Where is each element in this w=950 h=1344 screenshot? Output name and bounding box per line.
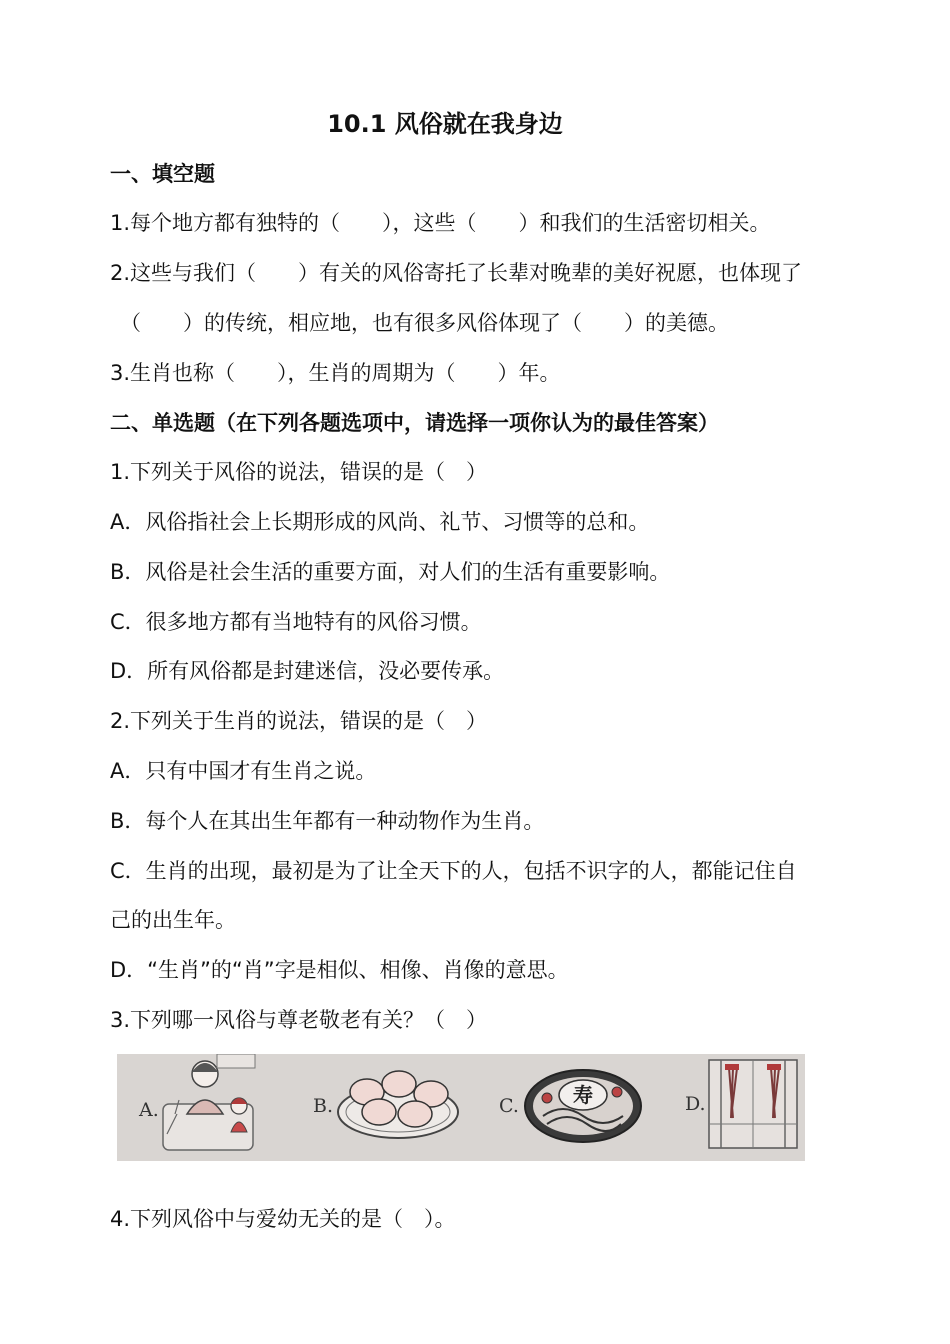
fill-question-1: 1.每个地方都有独特的（ ），这些（ ）和我们的生活密切相关。 <box>110 211 771 235</box>
choice-question-4-stem: 4.下列风俗中与爱幼无关的是（ ）。 <box>110 1207 456 1231</box>
option-b-illustration <box>313 1071 458 1138</box>
choice-question-3-stem: 3.下列哪一风俗与尊老敬老有关？（ ） <box>110 1008 488 1032</box>
choice-question-1-option-d: D．所有风俗都是封建迷信，没必要传承。 <box>110 659 505 683</box>
choice-question-1-option-a: A．风俗指社会上长期形成的风尚、礼节、习惯等的总和。 <box>110 510 650 534</box>
option-c-illustration <box>499 1070 641 1142</box>
option-d-illustration <box>685 1060 797 1148</box>
fill-question-2-line-1: 2.这些与我们（ ）有关的风俗寄托了长辈对晚辈的美好祝愿，也体现了 <box>110 261 803 285</box>
fill-question-2-line-2: （ ）的传统，相应地，也有很多风俗体现了（ ）的美德。 <box>120 311 729 335</box>
choice-question-2-option-c: C．生肖的出现，最初是为了让全天下的人，包括不识字的人，都能记住自 <box>110 859 797 883</box>
option-c-label: C. <box>499 1095 519 1117</box>
option-a-label: A. <box>139 1099 159 1121</box>
option-d-label: D. <box>685 1093 706 1115</box>
question-3-options-picture <box>117 1054 805 1161</box>
page-title: 10.1 风俗就在我身边 <box>327 110 563 138</box>
choice-question-2-option-b: B．每个人在其出生年都有一种动物作为生肖。 <box>110 809 545 833</box>
choice-question-1-option-b: B．风俗是社会生活的重要方面，对人们的生活有重要影响。 <box>110 560 671 584</box>
section-heading-fill-blank: 一、填空题 <box>110 162 215 186</box>
longevity-character: 寿 <box>573 1083 593 1107</box>
option-b-label: B. <box>313 1095 334 1117</box>
fill-question-3: 3.生肖也称（ ），生肖的周期为（ ）年。 <box>110 361 561 385</box>
choice-question-2-option-c-continued: 己的出生年。 <box>110 908 236 932</box>
choice-question-1-stem: 1.下列关于风俗的说法，错误的是（ ） <box>110 460 488 484</box>
choice-question-2-option-d: D．“生肖”的“肖”字是相似、相像、肖像的意思。 <box>110 958 569 982</box>
choice-question-2-stem: 2.下列关于生肖的说法，错误的是（ ） <box>110 709 488 733</box>
section-heading-single-choice: 二、单选题（在下列各题选项中，请选择一项你认为的最佳答案） <box>110 411 719 435</box>
option-a-illustration <box>138 1054 255 1150</box>
choice-question-1-option-c: C．很多地方都有当地特有的风俗习惯。 <box>110 610 482 634</box>
choice-question-2-option-a: A．只有中国才有生肖之说。 <box>110 759 377 783</box>
